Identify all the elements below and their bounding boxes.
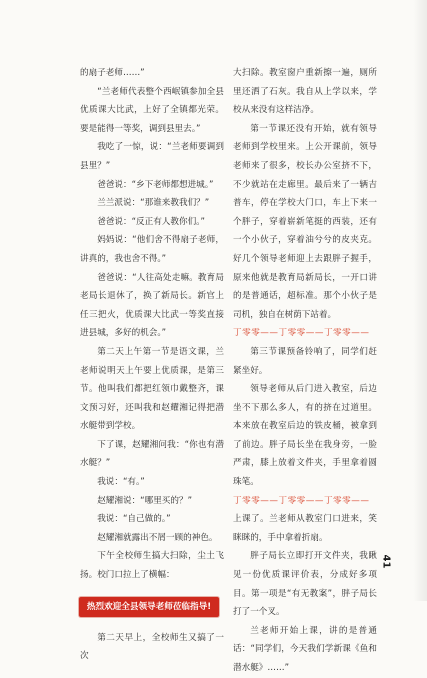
- page-number: 41: [380, 554, 392, 569]
- bell-divider-1: 丁零零——丁零零——丁零零——: [233, 328, 370, 339]
- paragraph: 领导老师从后门进入教室，后边坐不下那么多人，有的挤在过道里。本来放在教室后边的铁皮桶，被拿到了前边。胖子局长坐在我身旁，一脸严肃，膝上放着文件夹，手里拿着圆珠笔。: [233, 384, 377, 488]
- paragraph: 我说：“自己做的。”: [97, 514, 171, 525]
- paragraph: 我说：“有。”: [97, 477, 145, 488]
- paragraph: “兰老师代表整个西岷镇参加全县优质课大比武，上好了全镇都光荣。要是能得一等奖，调到县里去。”: [80, 86, 224, 134]
- left-paragraphs-after: [80, 629, 224, 666]
- paragraph: 兰兰派说：“那谁来教我们？”: [97, 198, 210, 209]
- page-edge-shadow: [413, 0, 427, 601]
- right-column: [233, 64, 377, 678]
- paragraph: 胖子局长立即打开文件夹，我瞅见一份优质课评价表，分成好多项目。第一项是“有无教案”，胖子局长打了一个叉。: [233, 551, 377, 618]
- paragraph: 下了课，赵耀湘问我：“你也有潜水艇？”: [80, 439, 224, 469]
- paragraph: 赵耀湘就露出不屑一顾的神色。: [97, 532, 218, 543]
- paragraph: 下午全校师生搞大扫除，尘土飞扬。校门口拉上了横幅：: [80, 551, 224, 581]
- paragraph: 爸爸说：“反正有人教你们。”: [97, 216, 205, 227]
- right-paragraphs: [233, 64, 377, 324]
- paragraph: 第二天上午第一节是语文课，兰老师说明天上午要上优质课，是第三节。他叫我们都把红领巾戴整齐，课文预习好，还叫我和赵耀湘记得把潜水艇带到学校。: [80, 346, 224, 432]
- paragraph: 赵耀湘说：“哪里买的？”: [97, 495, 193, 506]
- paragraph: 我吃了一惊，说：“兰老师要调到县里？”: [80, 142, 224, 171]
- paragraph: 第三节课预备铃响了，同学们赶紧坐好。: [233, 346, 377, 376]
- left-paragraphs: [80, 64, 224, 585]
- paragraph: 的扇子老师……”: [80, 68, 145, 78]
- paragraph: 第二天早上，全校师生又搞了一次: [80, 632, 224, 662]
- paragraph: 爸爸说：“乡下老师都想进城。”: [97, 179, 214, 190]
- paragraph: 兰老师开始上课，讲的是普通话：“同学们，今天我们学新课《鱼和潜水艇》……”: [233, 625, 377, 673]
- banner-wrap: [80, 585, 224, 629]
- bell-divider-2: 丁零零——丁零零——丁零零——: [233, 495, 370, 506]
- paragraph: 爸爸说：“人往高处走嘛。教育局老局长退休了，换了新局长。新官上任三把火，优质课大比武一等奖直接进县城，多好的机会。”: [80, 272, 224, 339]
- paragraph: 上课了。兰老师从教室门口进来，笑眯眯的，手中拿着折扇。: [233, 514, 377, 543]
- paragraph: 大扫除。教室窗户重新擦一遍，厕所里还洒了石灰。我自从上学以来，学校从来没有这样洁净。: [233, 68, 377, 116]
- left-column: [80, 64, 224, 666]
- right-paragraphs-end: [233, 510, 377, 677]
- right-paragraphs-mid: [233, 343, 377, 492]
- welcome-banner: 热烈欢迎全县领导老师莅临指导!: [79, 597, 219, 617]
- paragraph: 妈妈说：“他们舍不得扇子老师，讲真的，我也舍不得。”: [80, 235, 224, 264]
- paragraph: 第一节课还没有开始，就有领导老师到学校里来。上公开课前，领导老师来了很多，校长办公室挤不下，不少就站在走廊里。最后来了一辆吉普车，停在学校大门口，车上下来一个胖子，穿着崭新笔挺的西装，还有一个小伙子，穿着油兮兮的皮夹克。好几个领导老师迎上去跟胖子握手，原来他就是教育局新局长，一开口讲的是普通话，超标准。那个小伙子是司机，独自在树荫下站着。: [233, 123, 377, 320]
